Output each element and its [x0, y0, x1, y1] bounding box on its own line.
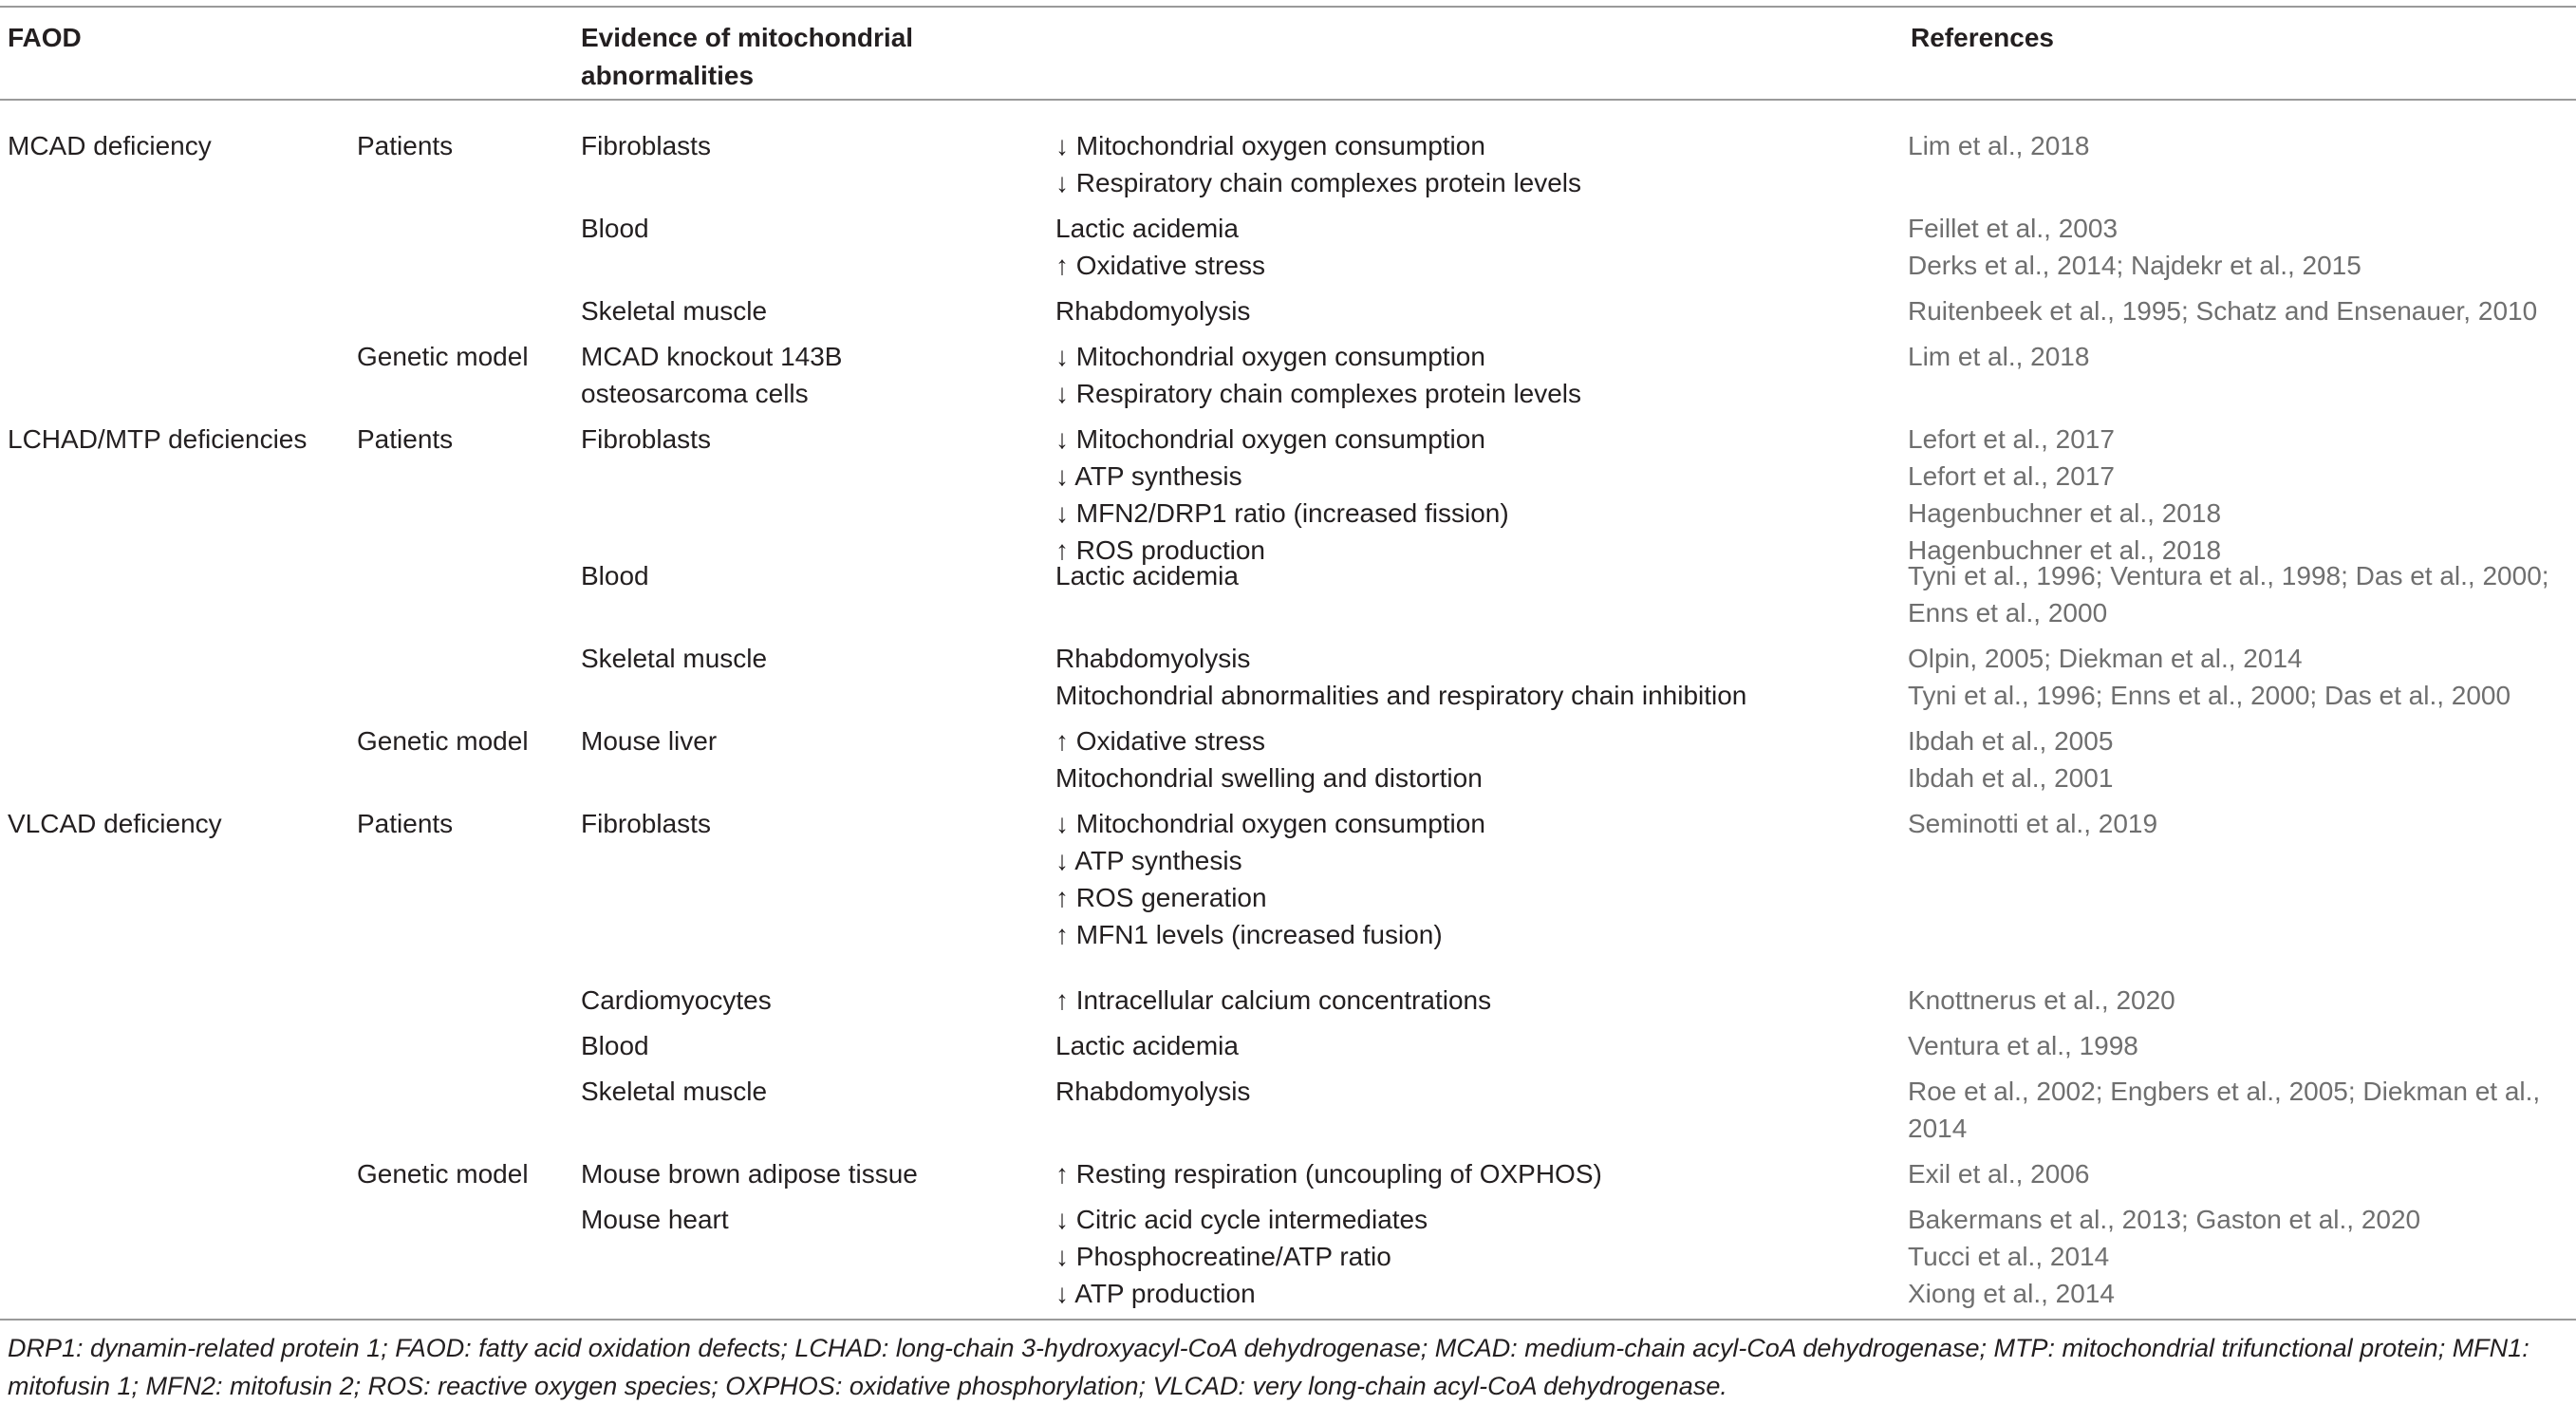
header-evidence-line1: Evidence of mitochondrial	[581, 23, 914, 52]
reference-line: Ibdah et al., 2005	[1908, 726, 2114, 756]
tissue-cell: Mouse liver	[581, 726, 718, 756]
tissue-cell: Fibroblasts	[581, 809, 711, 838]
group-cell: Genetic model	[357, 342, 529, 371]
reference-line: Seminotti et al., 2019	[1908, 809, 2158, 838]
finding-line: Rhabdomyolysis	[1055, 1077, 1251, 1106]
reference-line: Enns et al., 2000	[1908, 598, 2108, 628]
finding-line: Rhabdomyolysis	[1055, 296, 1251, 326]
finding-line: ↓ ATP synthesis	[1055, 461, 1242, 491]
finding-line: ↓ Citric acid cycle intermediates	[1055, 1205, 1428, 1234]
reference-line: Feillet et al., 2003	[1908, 214, 2119, 243]
finding-line: ↑ MFN1 levels (increased fusion)	[1055, 920, 1443, 949]
finding-line: ↑ Resting respiration (uncoupling of OXPHOS)	[1055, 1159, 1602, 1189]
finding-line: ↓ Respiratory chain complexes protein levels	[1055, 168, 1582, 197]
tissue-cell: Fibroblasts	[581, 424, 711, 454]
faod-cell: VLCAD deficiency	[8, 809, 222, 838]
finding-line: ↓ ATP synthesis	[1055, 846, 1242, 875]
tissue-cell: Mouse heart	[581, 1205, 729, 1234]
group-cell: Genetic model	[357, 1159, 529, 1189]
reference-line: Xiong et al., 2014	[1908, 1279, 2115, 1308]
reference-line: Derks et al., 2014; Najdekr et al., 2015	[1908, 251, 2361, 280]
finding-line: ↓ Mitochondrial oxygen consumption	[1055, 131, 1485, 160]
group-cell: Patients	[357, 809, 454, 838]
reference-line: Tyni et al., 1996; Enns et al., 2000; Das et al., 2000	[1908, 681, 2511, 710]
reference-line: Lim et al., 2018	[1908, 131, 2090, 160]
reference-line: Olpin, 2005; Diekman et al., 2014	[1908, 644, 2303, 673]
header-references: References	[1911, 23, 2054, 52]
tissue-cell: Fibroblasts	[581, 131, 711, 160]
reference-line: Roe et al., 2002; Engbers et al., 2005; Diekman et al.,	[1908, 1077, 2541, 1106]
finding-line: Mitochondrial abnormalities and respiratory chain inhibition	[1055, 681, 1747, 710]
finding-line: Lactic acidemia	[1055, 1031, 1239, 1060]
reference-line: Hagenbuchner et al., 2018	[1908, 498, 2222, 528]
tissue-cell: MCAD knockout 143B	[581, 342, 843, 371]
tissue-cell: Skeletal muscle	[581, 296, 768, 326]
reference-line: Hagenbuchner et al., 2018	[1908, 535, 2222, 565]
finding-line: ↓ Mitochondrial oxygen consumption	[1055, 342, 1485, 371]
finding-line: Lactic acidemia	[1055, 561, 1239, 590]
tissue-cell: Mouse brown adipose tissue	[581, 1159, 918, 1189]
tissue-cell: Blood	[581, 1031, 649, 1060]
reference-line: Bakermans et al., 2013; Gaston et al., 2020	[1908, 1205, 2421, 1234]
tissue-cell: Skeletal muscle	[581, 1077, 768, 1106]
group-cell: Patients	[357, 131, 454, 160]
finding-line: ↑ Oxidative stress	[1055, 726, 1265, 756]
reference-line: Tyni et al., 1996; Ventura et al., 1998; Das et al., 2000;	[1908, 561, 2549, 590]
bottom-rule	[0, 1319, 2576, 1321]
header-rule	[0, 99, 2576, 101]
group-cell: Patients	[357, 424, 454, 454]
finding-line: ↓ Respiratory chain complexes protein levels	[1055, 379, 1582, 408]
tissue-cell: Skeletal muscle	[581, 644, 768, 673]
tissue-cell: Cardiomyocytes	[581, 985, 772, 1015]
header-evidence-line2: abnormalities	[581, 61, 755, 90]
faod-cell: MCAD deficiency	[8, 131, 212, 160]
finding-line: ↓ Phosphocreatine/ATP ratio	[1055, 1242, 1391, 1271]
reference-line: 2014	[1908, 1114, 1968, 1143]
finding-line: Lactic acidemia	[1055, 214, 1239, 243]
reference-line: Exil et al., 2006	[1908, 1159, 2090, 1189]
header-faod: FAOD	[8, 23, 82, 52]
finding-line: ↓ Mitochondrial oxygen consumption	[1055, 424, 1485, 454]
reference-line: Lim et al., 2018	[1908, 342, 2090, 371]
reference-line: Tucci et al., 2014	[1908, 1242, 2110, 1271]
reference-line: Ibdah et al., 2001	[1908, 763, 2114, 793]
finding-line: ↓ ATP production	[1055, 1279, 1256, 1308]
finding-line: ↑ Intracellular calcium concentrations	[1055, 985, 1492, 1015]
finding-line: ↑ ROS production	[1055, 535, 1265, 565]
tissue-cell: Blood	[581, 561, 649, 590]
group-cell: Genetic model	[357, 726, 529, 756]
faod-cell: LCHAD/MTP deficiencies	[8, 424, 308, 454]
reference-line: Knottnerus et al., 2020	[1908, 985, 2175, 1015]
finding-line: ↑ Oxidative stress	[1055, 251, 1265, 280]
finding-line: ↓ MFN2/DRP1 ratio (increased fission)	[1055, 498, 1509, 528]
reference-line: Ventura et al., 1998	[1908, 1031, 2138, 1060]
finding-line: ↑ ROS generation	[1055, 883, 1267, 912]
reference-line: Ruitenbeek et al., 1995; Schatz and Ensenauer, 2010	[1908, 296, 2538, 326]
finding-line: Rhabdomyolysis	[1055, 644, 1251, 673]
tissue-cell: Blood	[581, 214, 649, 243]
top-rule	[0, 6, 2576, 8]
finding-line: Mitochondrial swelling and distortion	[1055, 763, 1483, 793]
reference-line: Lefort et al., 2017	[1908, 424, 2115, 454]
reference-line: Lefort et al., 2017	[1908, 461, 2115, 491]
table-footnote: DRP1: dynamin-related protein 1; FAOD: fatty acid oxidation defects; LCHAD: long-chain 3-hydroxyacyl-CoA dehydrogenase; MCAD: medium-chain acyl-CoA dehydrogenase; MTP: mitochondrial trifunctional protein; MFN1: mitofusin 1; MFN2: mitofusin 2; ROS: reactive oxygen species; OXPHOS: oxidative phosphorylation; VLCAD: very long-chain acyl-CoA dehydrogenase.	[8, 1334, 2529, 1400]
tissue-cell-line2: osteosarcoma cells	[581, 379, 809, 408]
finding-line: ↓ Mitochondrial oxygen consumption	[1055, 809, 1485, 838]
